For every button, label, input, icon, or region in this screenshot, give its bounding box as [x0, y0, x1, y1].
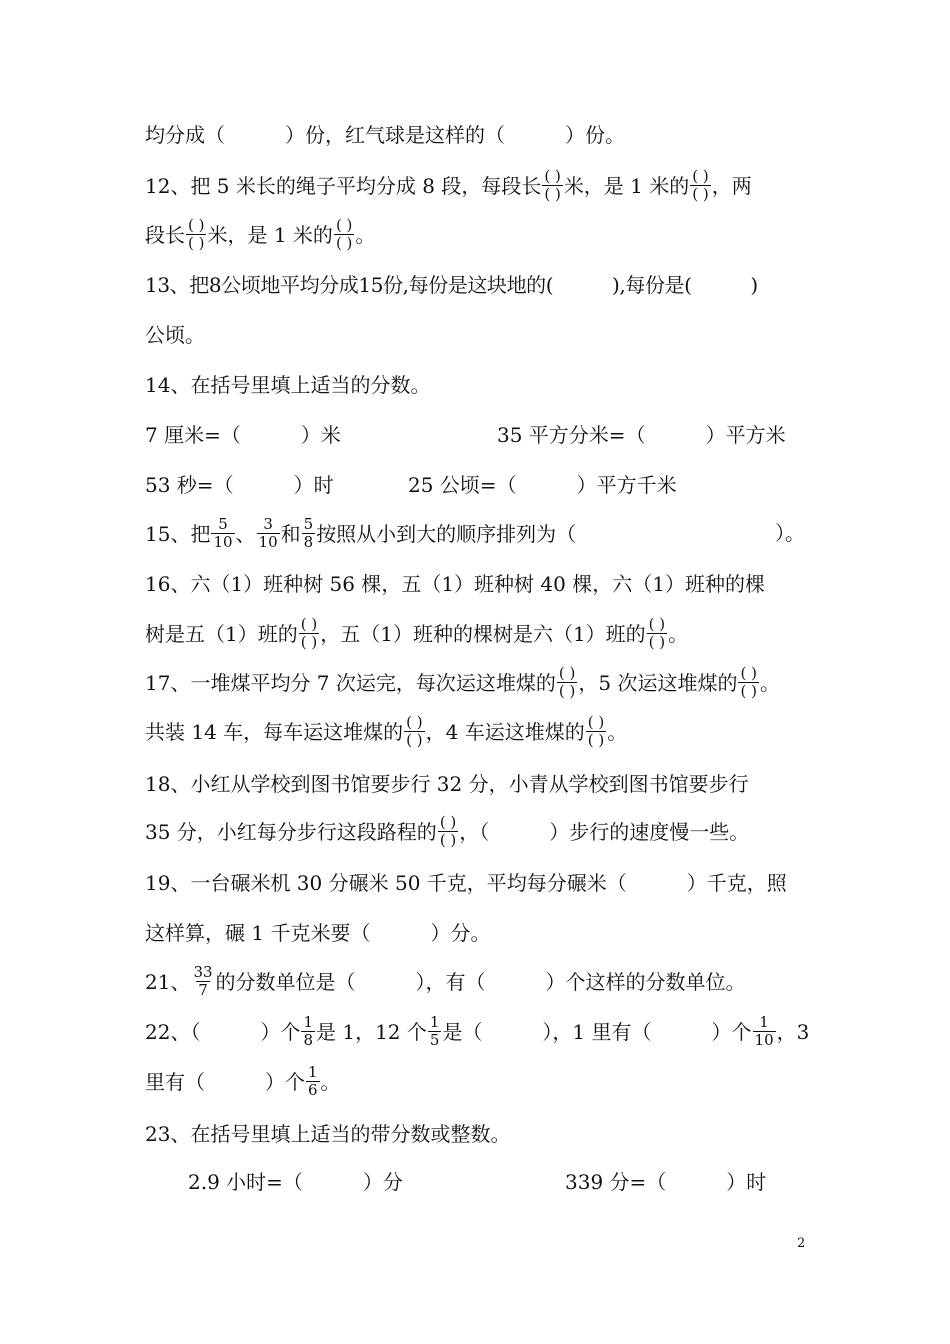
- text-segment: 这样算，碾 1 千克米要（ ）分。: [145, 921, 491, 945]
- text-segment: 公顷。: [145, 323, 205, 347]
- question-18: [145, 769, 805, 799]
- text-segment: 23、在括号里填上适当的带分数或整数。: [145, 1122, 511, 1146]
- question-13: [145, 270, 805, 300]
- fraction-3-10: $\frac{3}{10}$: [258, 515, 278, 551]
- text-segment: 53 秒=（ ）时: [145, 473, 334, 497]
- text-segment: 14、在括号里填上适当的分数。: [145, 373, 431, 397]
- text-segment: 均分成（ ）份，红气球是这样的（ ）份。: [145, 123, 625, 147]
- text-segment: 17、一堆煤平均分 7 次运完，每次运这堆煤的 $\frac{( )}{( )}$ ，5 次运这堆煤的 $\frac{( )}{( )}$ 。: [145, 664, 780, 700]
- text-segment: 12、把 5 米长的绳子平均分成 8 段，每段长 $\frac{( )}{( )}$ 米，是 1 米的 $\frac{( )}{( )}$ ，两: [145, 167, 752, 203]
- question-19: [145, 868, 805, 898]
- text-segment: ，4 车运这堆煤的: [425, 720, 585, 744]
- fraction-1-5: $\frac{1}{5}$: [429, 1013, 440, 1049]
- text-segment: 22、（ ）个 $\frac{1}{8}$ 是 1，12 个 $\frac{1}{5}$ 是（ ），1 里有（ ）个 $\frac{1}{10}$ ，3: [145, 1013, 810, 1049]
- text-segment: 的分数单位是（ ），有（ ）个这样的分数单位。: [215, 970, 746, 994]
- text-segment: 339 分=（ ）时: [565, 1170, 767, 1194]
- question-17: [145, 664, 805, 700]
- blank-fraction[interactable]: $\frac{( )}{( )}$: [648, 615, 666, 651]
- text-segment: 18、小红从学校到图书馆要步行 32 分，小青从学校到图书馆要步行: [145, 772, 749, 796]
- text-segment: 。: [320, 1070, 341, 1094]
- text-line: [145, 420, 805, 450]
- blank-fraction[interactable]: $\frac{( )}{( )}$: [188, 216, 205, 252]
- fraction-1-6: $\frac{1}{6}$: [308, 1063, 318, 1099]
- blank-fraction[interactable]: $\frac{( )}{( )}$: [544, 167, 561, 203]
- fraction-33-7: $\frac{33}{7}$: [193, 963, 213, 999]
- text-segment: 15、把 $\frac{5}{10}$ 、 $\frac{3}{10}$ 和 $\frac{5}{8}$ 按照从小到大的顺序排列为（: [145, 515, 577, 551]
- blank-fraction[interactable]: $\frac{( )}{( )}$: [692, 167, 709, 203]
- question-21: [145, 963, 805, 999]
- blank-fraction[interactable]: $\frac{( )}{( )}$: [406, 713, 423, 749]
- text-line: [145, 320, 805, 350]
- text-segment: ）。: [775, 521, 805, 545]
- text-line: [145, 813, 805, 849]
- text-line: [145, 216, 805, 252]
- text-segment: 米，是 1 米的: [207, 223, 333, 247]
- blank-fraction[interactable]: $\frac{( )}{( )}$: [558, 664, 576, 700]
- text-segment: 25 公顷=（ ）平方千米: [408, 473, 677, 497]
- text-segment: 。: [668, 622, 689, 646]
- text-line: [188, 1167, 805, 1197]
- text-segment: 21、: [145, 970, 191, 994]
- text-segment: 共装 14 车，每车运这堆煤的: [145, 720, 404, 744]
- question-12: [145, 167, 805, 203]
- text-segment: 35 分，小红每分步行这段路程的: [145, 820, 437, 844]
- blank-fraction[interactable]: $\frac{( )}{( )}$: [587, 713, 605, 749]
- text-segment: 里有（ ）个: [145, 1070, 305, 1094]
- text-segment: 树是五（1）班的: [145, 622, 298, 646]
- page-number: 2: [797, 1236, 806, 1251]
- text-segment: 。: [607, 720, 628, 744]
- text-segment: 2.9 小时=（ ）分: [188, 1170, 403, 1194]
- text-segment: ，五（1）班种的棵树是六（1）班的: [320, 622, 646, 646]
- text-line: [145, 918, 805, 948]
- text-segment: ，（ ）步行的速度慢一些。: [459, 820, 750, 844]
- blank-fraction[interactable]: $\frac{( )}{( )}$: [439, 813, 457, 849]
- text-line: [145, 615, 805, 651]
- text-segment: 19、一台碾米机 30 分碾米 50 千克，平均每分碾米（ ）千克，照: [145, 871, 787, 895]
- fraction-1-8: $\frac{1}{8}$: [303, 1013, 313, 1049]
- text-segment: 。: [355, 223, 376, 247]
- text-segment: 7 厘米=（ ）米: [145, 423, 341, 447]
- fraction-5-8: $\frac{5}{8}$: [303, 515, 314, 551]
- text-line: [145, 713, 805, 749]
- question-23: [145, 1119, 805, 1149]
- blank-fraction[interactable]: $\frac{( )}{( )}$: [300, 615, 318, 651]
- text-segment: 35 平方分米=（ ）平方米: [497, 423, 786, 447]
- question-14: [145, 370, 805, 400]
- question-22: [145, 1013, 810, 1049]
- text-line: [145, 1063, 805, 1099]
- text-segment: 段长: [145, 223, 185, 247]
- fraction-5-10: $\frac{5}{10}$: [213, 515, 233, 551]
- text-line: [145, 470, 805, 500]
- text-segment: 13、把8公顷地平均分成15份,每份是这块地的( ),每份是( ): [145, 273, 758, 297]
- question-16: [145, 569, 805, 599]
- question-15: [145, 515, 805, 551]
- text-segment: 16、六（1）班种树 56 棵，五（1）班种树 40 棵，六（1）班种的棵: [145, 572, 765, 596]
- text-line: [145, 120, 805, 150]
- fraction-1-10: $\frac{1}{10}$: [754, 1013, 774, 1049]
- blank-fraction[interactable]: $\frac{( )}{( )}$: [740, 664, 757, 700]
- blank-fraction[interactable]: $\frac{( )}{( )}$: [335, 216, 353, 252]
